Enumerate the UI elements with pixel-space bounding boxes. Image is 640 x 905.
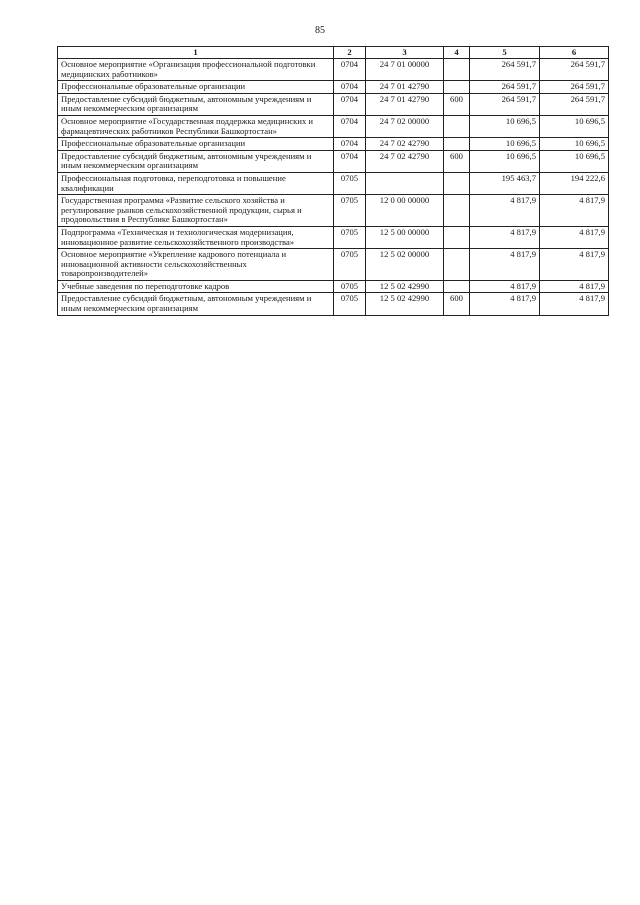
row-amount-6: 4 817,9 — [540, 293, 609, 315]
row-target-code: 12 5 00 00000 — [366, 226, 444, 248]
row-section-code: 0705 — [334, 280, 366, 293]
table-row — [58, 249, 609, 281]
row-amount-6: 264 591,7 — [540, 81, 609, 94]
row-amount-6: 4 817,9 — [540, 249, 609, 281]
row-expense-type — [444, 172, 470, 194]
row-expense-type — [444, 138, 470, 151]
table-header-row — [58, 47, 609, 59]
table-row — [58, 115, 609, 137]
row-name: Основное мероприятие «Укрепление кадрового потенциала и инновационной активности сельскохозяйственных товаропроизводителей» — [58, 249, 334, 281]
row-amount-6: 10 696,5 — [540, 138, 609, 151]
table-row — [58, 150, 609, 172]
row-amount-5: 264 591,7 — [470, 81, 540, 94]
row-target-code: 12 0 00 00000 — [366, 195, 444, 227]
row-amount-5: 4 817,9 — [470, 293, 540, 315]
table-row — [58, 93, 609, 115]
row-name: Профессиональная подготовка, переподготовка и повышение квалификации — [58, 172, 334, 194]
row-expense-type — [444, 195, 470, 227]
header-col-4: 4 — [444, 47, 470, 59]
row-amount-5: 4 817,9 — [470, 249, 540, 281]
row-target-code: 12 5 02 00000 — [366, 249, 444, 281]
row-expense-type: 600 — [444, 150, 470, 172]
table-row — [58, 293, 609, 315]
row-amount-5: 10 696,5 — [470, 115, 540, 137]
row-expense-type — [444, 59, 470, 81]
row-amount-5: 195 463,7 — [470, 172, 540, 194]
row-expense-type — [444, 226, 470, 248]
row-expense-type: 600 — [444, 293, 470, 315]
row-section-code: 0705 — [334, 249, 366, 281]
row-name: Основное мероприятие «Организация профессиональной подготовки медицинских работников» — [58, 59, 334, 81]
row-name: Предоставление субсидий бюджетным, автономным учреждениям и иным некоммерческим организациям — [58, 293, 334, 315]
row-expense-type — [444, 81, 470, 94]
table-row — [58, 172, 609, 194]
table-row — [58, 59, 609, 81]
row-amount-5: 264 591,7 — [470, 59, 540, 81]
row-target-code: 24 7 02 00000 — [366, 115, 444, 137]
row-amount-6: 10 696,5 — [540, 150, 609, 172]
row-name: Профессиональные образовательные организации — [58, 81, 334, 94]
table-row — [58, 226, 609, 248]
row-amount-6: 4 817,9 — [540, 280, 609, 293]
row-amount-6: 264 591,7 — [540, 59, 609, 81]
row-section-code: 0704 — [334, 93, 366, 115]
row-section-code: 0705 — [334, 172, 366, 194]
row-amount-5: 4 817,9 — [470, 195, 540, 227]
budget-table — [57, 46, 609, 316]
row-target-code: 24 7 02 42790 — [366, 138, 444, 151]
row-amount-6: 264 591,7 — [540, 93, 609, 115]
row-name: Учебные заведения по переподготовке кадров — [58, 280, 334, 293]
row-expense-type — [444, 249, 470, 281]
header-col-5: 5 — [470, 47, 540, 59]
row-section-code: 0704 — [334, 59, 366, 81]
table-row — [58, 138, 609, 151]
row-target-code: 12 5 02 42990 — [366, 280, 444, 293]
row-section-code: 0704 — [334, 150, 366, 172]
header-col-1: 1 — [58, 47, 334, 59]
row-target-code: 24 7 01 00000 — [366, 59, 444, 81]
row-amount-5: 264 591,7 — [470, 93, 540, 115]
row-amount-5: 4 817,9 — [470, 226, 540, 248]
row-target-code: 12 5 02 42990 — [366, 293, 444, 315]
row-name: Предоставление субсидий бюджетным, автономным учреждениям и иным некоммерческим организациям — [58, 93, 334, 115]
row-amount-5: 4 817,9 — [470, 280, 540, 293]
row-amount-5: 10 696,5 — [470, 150, 540, 172]
row-name: Государственная программа «Развитие сельского хозяйства и регулирование рынков сельскохозяйственной продукции, сырья и продовольствия в Республике Башкортостан» — [58, 195, 334, 227]
row-section-code: 0704 — [334, 81, 366, 94]
row-target-code: 24 7 02 42790 — [366, 150, 444, 172]
row-section-code: 0705 — [334, 226, 366, 248]
row-section-code: 0704 — [334, 138, 366, 151]
row-target-code — [366, 172, 444, 194]
row-amount-5: 10 696,5 — [470, 138, 540, 151]
row-section-code: 0704 — [334, 115, 366, 137]
row-expense-type: 600 — [444, 93, 470, 115]
row-amount-6: 10 696,5 — [540, 115, 609, 137]
row-section-code: 0705 — [334, 195, 366, 227]
table-row — [58, 195, 609, 227]
table-row — [58, 81, 609, 94]
header-col-3: 3 — [366, 47, 444, 59]
row-target-code: 24 7 01 42790 — [366, 81, 444, 94]
row-amount-6: 4 817,9 — [540, 226, 609, 248]
row-target-code: 24 7 01 42790 — [366, 93, 444, 115]
header-col-6: 6 — [540, 47, 609, 59]
row-name: Подпрограмма «Техническая и технологическая модернизация, инновационное развитие сельскохозяйственного производства» — [58, 226, 334, 248]
table-row — [58, 280, 609, 293]
row-amount-6: 4 817,9 — [540, 195, 609, 227]
row-section-code: 0705 — [334, 293, 366, 315]
row-name: Предоставление субсидий бюджетным, автономным учреждениям и иным некоммерческим организациям — [58, 150, 334, 172]
header-col-2: 2 — [334, 47, 366, 59]
page-number: 85 — [315, 25, 325, 36]
row-expense-type — [444, 280, 470, 293]
row-name: Основное мероприятие «Государственная поддержка медицинских и фармацевтических работников Республики Башкортостан» — [58, 115, 334, 137]
row-amount-6: 194 222,6 — [540, 172, 609, 194]
row-name: Профессиональные образовательные организации — [58, 138, 334, 151]
row-expense-type — [444, 115, 470, 137]
